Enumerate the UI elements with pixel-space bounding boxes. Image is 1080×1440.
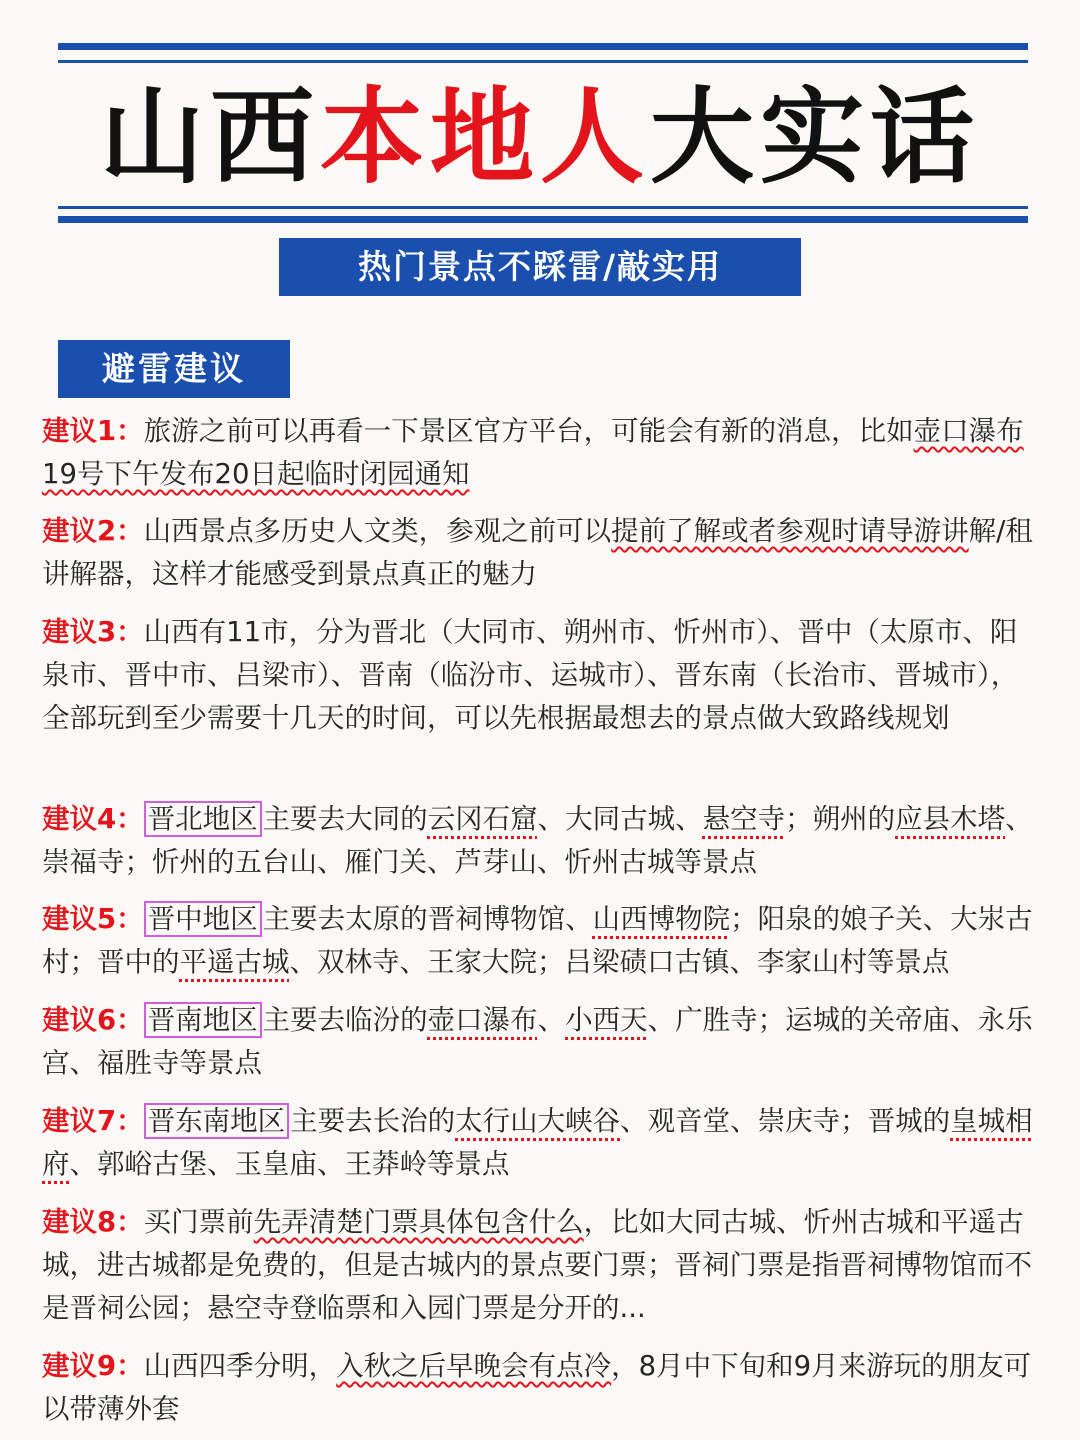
tip-text: 买门票前 <box>143 1206 254 1238</box>
tip-6 <box>42 999 1042 1085</box>
tip-text: 、广胜寺；运城的关帝庙、永乐宫、福胜寺等景点 <box>42 1004 1033 1079</box>
top-rule-thin <box>58 60 1028 63</box>
scenic-spot: 山西博物院 <box>592 903 731 935</box>
tip-text: 山西四季分明， <box>143 1350 337 1382</box>
tip-label: 建议7： <box>42 1105 144 1137</box>
top-rule-thick <box>58 43 1028 50</box>
tip-label: 建议5： <box>42 903 144 935</box>
tip-text: ，8月中下旬和9月来游玩的朋友可以带薄外套 <box>42 1350 1032 1425</box>
tip-text: 主要去长治的 <box>290 1105 456 1137</box>
tip-text: 、大同古城、 <box>537 803 703 835</box>
scenic-spot: 云冈石窟 <box>427 803 538 835</box>
title-part-2: 本地人 <box>319 76 650 198</box>
region-tag: 晋中地区 <box>144 901 262 937</box>
scenic-spot: 壶口瀑布 <box>427 1004 538 1036</box>
tip-label: 建议2： <box>42 515 144 547</box>
tip-text: 、郭峪古堡、玉皇庙、王莽岭等景点 <box>69 1148 510 1180</box>
scenic-spot: 皇城相府 <box>42 1105 1033 1180</box>
tip-2 <box>42 510 1042 596</box>
tip-highlight: 壶口瀑布19号下午发布20日起临时闭园通知 <box>42 415 1024 490</box>
page-title <box>0 72 1080 202</box>
tip-text: 主要去大同的 <box>262 803 428 835</box>
tip-label: 建议8： <box>42 1206 144 1238</box>
tip-highlight: 入秋之后早晚会有点冷 <box>336 1350 612 1382</box>
tip-label: 建议9： <box>42 1350 144 1382</box>
tip-highlight: 提前了解或者参观时请导游讲 <box>611 515 969 547</box>
tip-highlight: 先弄清楚门票具体包含什么 <box>253 1206 584 1238</box>
title-part-1: 山西 <box>99 76 320 198</box>
region-tag: 晋南地区 <box>144 1002 262 1038</box>
title-part-3: 大实话 <box>650 76 981 198</box>
tip-3 <box>42 611 1042 740</box>
scenic-spot: 平遥古城 <box>179 946 290 978</box>
tip-text: ，比如大同古城、忻州古城和平遥古城，进古城都是免费的，但是古城内的景点要门票；晋祠门票是指晋祠博物馆而不是晋祠公园；悬空寺登临票和入园门票是分开的... <box>42 1206 1032 1324</box>
tip-text: 旅游之前可以再看一下景区官方平台，可能会有新的消息，比如 <box>143 415 914 447</box>
tip-text: 、 <box>537 1004 566 1036</box>
tip-label: 建议3： <box>42 616 144 648</box>
tip-text: 解/租讲解器，这样才能感受到景点真正的魅力 <box>42 515 1033 590</box>
scenic-spot: 应县木塔 <box>895 803 1006 835</box>
tip-label: 建议4： <box>42 803 144 835</box>
tip-text: ；朔州的 <box>785 803 896 835</box>
bottom-rule-thick <box>58 216 1028 223</box>
tip-text: 主要去太原的晋祠博物馆、 <box>262 903 593 935</box>
scenic-spot: 太行山大峡谷 <box>455 1105 621 1137</box>
tip-text: 、观音堂、崇庆寺；晋城的 <box>620 1105 951 1137</box>
tip-1 <box>42 410 1042 496</box>
tip-5 <box>42 898 1042 984</box>
tip-label: 建议1： <box>42 415 144 447</box>
bottom-rule-thin <box>58 206 1028 209</box>
region-tag: 晋北地区 <box>144 801 262 837</box>
tip-8 <box>42 1201 1042 1330</box>
scenic-spot: 悬空寺 <box>702 803 786 835</box>
tip-text: 、双林寺、王家大院；吕梁碛口古镇、李家山村等景点 <box>289 946 950 978</box>
tip-text: 、崇福寺；忻州的五台山、雁门关、芦芽山、忻州古城等景点 <box>42 803 1033 878</box>
tip-text: ；阳泉的娘子关、大汖古村；晋中的 <box>42 903 1033 978</box>
tip-4 <box>42 798 1042 884</box>
tip-text: 山西景点多历史人文类，参观之前可以 <box>143 515 612 547</box>
scenic-spot: 小西天 <box>565 1004 648 1036</box>
region-tag: 晋东南地区 <box>144 1103 290 1139</box>
subtitle-banner: 热门景点不踩雷/敲实用 <box>279 238 801 296</box>
tip-7 <box>42 1100 1042 1186</box>
tip-text: 主要去临汾的 <box>262 1004 428 1036</box>
section-badge: 避雷建议 <box>58 340 290 398</box>
tip-label: 建议6： <box>42 1004 144 1036</box>
tip-text: 山西有11市，分为晋北（大同市、朔州市、忻州市）、晋中（太原市、阳泉市、晋中市、吕梁市）、晋南（临汾市、运城市）、晋东南（长治市、晋城市），全部玩到至少需要十几天的时间，可以先根据最想去的景点做大致路线规划 <box>42 616 1019 734</box>
tip-9 <box>42 1345 1042 1431</box>
